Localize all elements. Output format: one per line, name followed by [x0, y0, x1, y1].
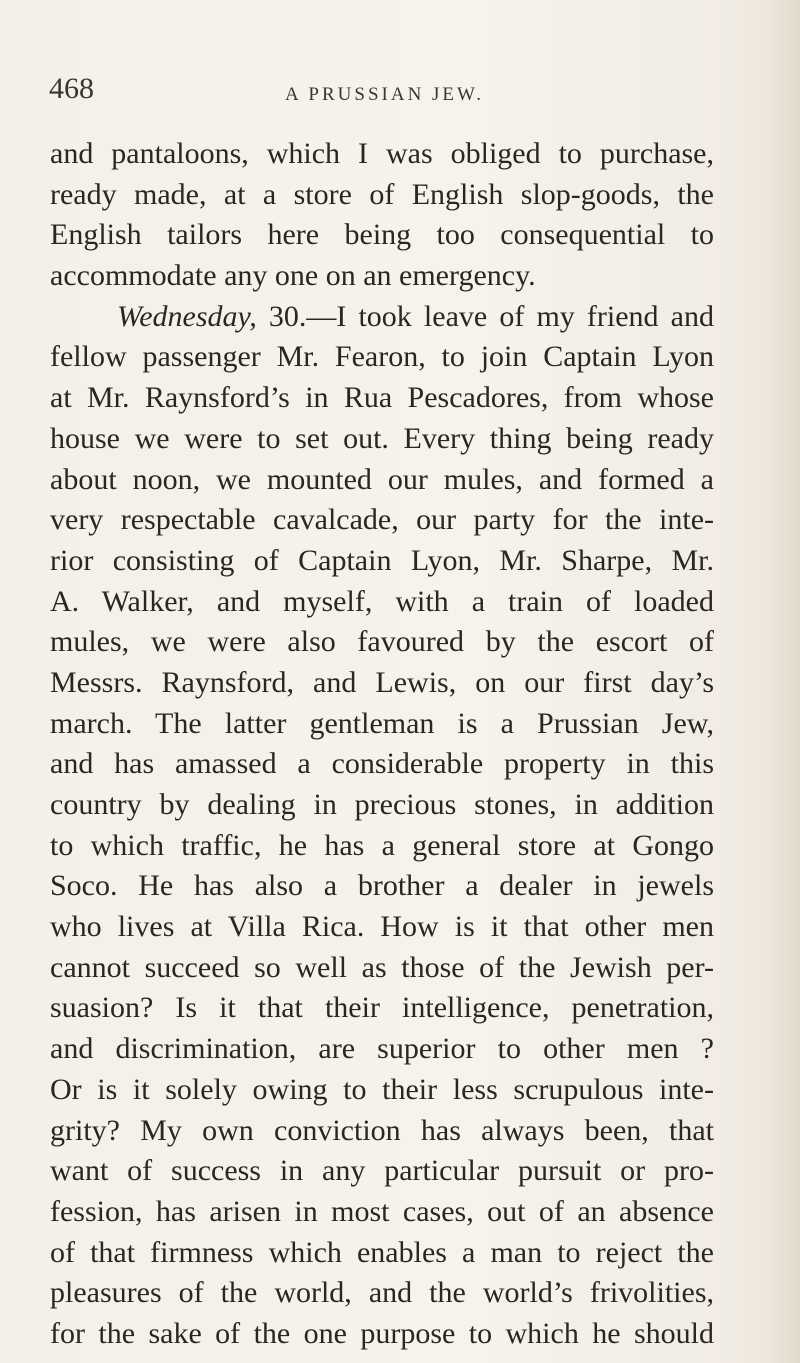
- running-head: A PRUSSIAN JEW.: [285, 84, 484, 105]
- text-line: Soco. He has also a brother a dealer in jewels: [50, 869, 714, 903]
- page-number: 468: [49, 72, 94, 105]
- text-line-rest: 30.—I took leave of my friend and: [268, 299, 714, 333]
- text-line: Or is it solely owing to their less scrupulous inte-: [50, 1072, 714, 1106]
- text-line: English tailors here being too consequential to: [50, 218, 714, 252]
- text-line: and pantaloons, which I was obliged to purchase,: [50, 137, 714, 170]
- text-line: and discrimination, are superior to other men ?: [50, 1032, 714, 1066]
- text-line: want of success in any particular pursuit or pro-: [50, 1154, 714, 1188]
- text-line: for the sake of the one purpose to which he should: [50, 1316, 714, 1350]
- text-line: about noon, we mounted our mules, and formed a: [50, 462, 714, 496]
- text-line: accommodate any one on an emergency.: [50, 259, 536, 293]
- text-line: country by dealing in precious stones, in addition: [50, 788, 714, 821]
- text-line: pleasures of the world, and the world’s frivolities,: [50, 1276, 714, 1310]
- text-line: fession, has arisen in most cases, out of an absence: [50, 1194, 714, 1228]
- text-line: fellow passenger Mr. Fearon, to join Captain Lyon: [50, 340, 714, 374]
- text-line: and has amassed a considerable property in this: [50, 747, 714, 781]
- text-line: very respectable cavalcade, our party for the inte-: [50, 503, 714, 537]
- text-line: of that firmness which enables a man to reject the: [50, 1235, 714, 1269]
- text-line: house we were to set out. Every thing being ready: [50, 421, 714, 455]
- page-edge-shadow: [770, 0, 800, 1363]
- text-line: who lives at Villa Rica. How is it that other men: [50, 910, 714, 944]
- italic-day: Wednesday,: [117, 299, 257, 333]
- body-text: [50, 134, 714, 1355]
- text-line: at Mr. Raynsford’s in Rua Pescadores, from whose: [50, 381, 714, 415]
- text-line: A. Walker, and myself, with a train of loaded: [50, 584, 714, 618]
- text-line: march. The latter gentleman is a Prussian Jew,: [50, 706, 714, 740]
- text-line: rior consisting of Captain Lyon, Mr. Sharpe, Mr.: [50, 543, 714, 577]
- text-line: suasion? Is it that their intelligence, penetration,: [50, 991, 714, 1025]
- text-line: Messrs. Raynsford, and Lewis, on our first day’s: [50, 665, 714, 699]
- text-line: cannot succeed so well as those of the Jewish per-: [50, 950, 714, 984]
- text-line: to which traffic, he has a general store at Gongo: [50, 828, 714, 862]
- text-line: grity? My own conviction has always been, that: [50, 1113, 714, 1147]
- text-line: mules, we were also favoured by the escort of: [50, 625, 714, 659]
- text-line: ready made, at a store of English slop-goods, the: [50, 177, 714, 211]
- text-line-paragraph-start: [50, 297, 714, 338]
